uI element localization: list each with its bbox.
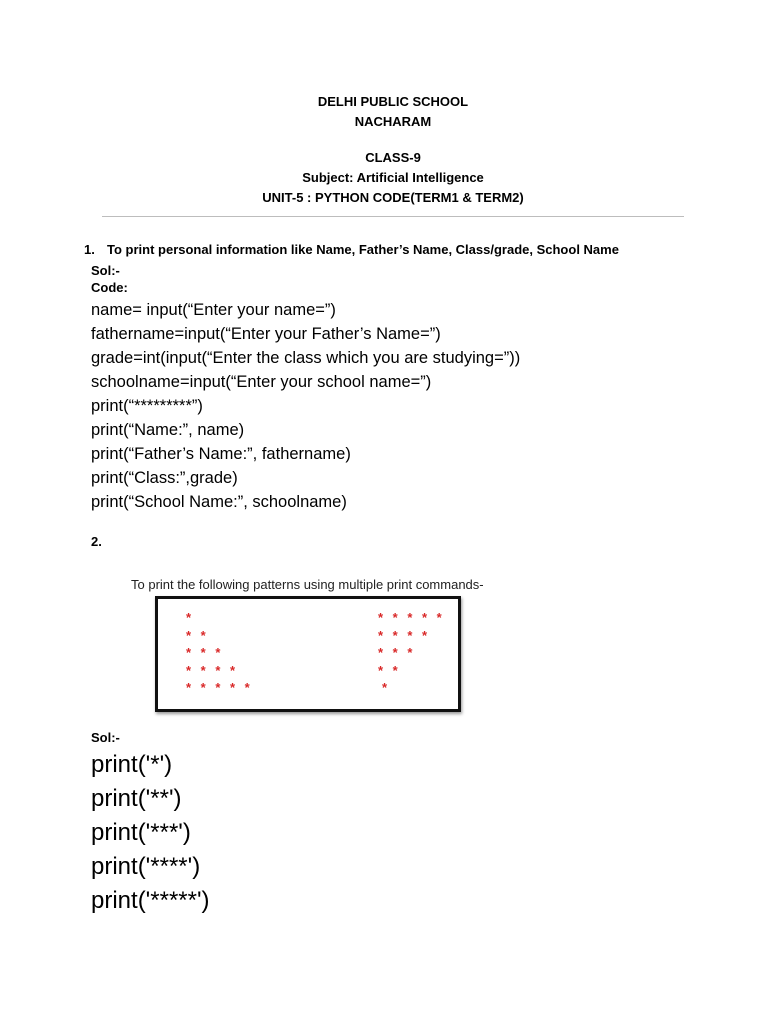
code-line: name= input(“Enter your name=”) [91,301,336,319]
code-line: print('****') [91,853,201,880]
unit-title: UNIT-5 : PYTHON CODE(TERM1 & TERM2) [262,190,524,205]
pattern-row: * * [186,627,209,643]
pattern-row: * * [378,662,401,678]
code-line: print('***') [91,819,191,846]
code-line: print(“*********”) [91,397,203,415]
question-1 [84,242,619,257]
code-line: print(“School Name:”, schoolname) [91,493,347,511]
left-pattern [186,609,253,697]
pattern-row: * * * * [186,662,239,678]
figure-title: To print the following patterns using multiple print commands- [131,577,484,592]
pattern-row: * * * * * [186,680,253,695]
branch-name: NACHARAM [354,114,432,129]
pattern-box [155,596,461,712]
question-1-text: To print personal information like Name, Father’s Name, Class/grade, School Name [107,242,619,257]
question-2-number: 2. [91,534,102,549]
q1-code-label: Code: [91,280,128,295]
pattern-row: * [186,610,195,625]
header-divider [102,216,684,217]
q2-sol-label: Sol:- [91,730,120,745]
code-line: grade=int(input(“Enter the class which you are studying=”)) [91,349,521,367]
document-header [0,92,768,208]
code-line: schoolname=input(“Enter your school name=”) [91,373,432,391]
pattern-row: * * * [186,645,224,660]
subject-line: Subject: Artificial Intelligence [302,170,484,185]
code-line: print(“Name:”, name) [91,421,245,439]
class-name: CLASS-9 [365,150,421,165]
school-name: DELHI PUBLIC SCHOOL [317,94,469,109]
right-pattern [378,609,445,697]
pattern-row: * [382,680,391,695]
pattern-row: * * * * [378,627,431,643]
code-line: print('*') [91,751,173,778]
q2-code-block [91,748,210,918]
pattern-figure [122,570,484,710]
q1-code-block [91,298,520,514]
code-line: fathername=input(“Enter your Father’s Name=”) [91,325,441,343]
code-line: print('*****') [91,887,210,914]
pattern-row: * * * * * [378,610,445,625]
code-line: print(“Class:”,grade) [91,469,238,487]
pattern-row: * * * [378,645,416,660]
q1-sol-label: Sol:- [91,263,120,278]
code-line: print(“Father’s Name:”, fathername) [91,445,351,463]
code-line: print('**') [91,785,182,812]
question-1-number: 1. [84,242,95,257]
